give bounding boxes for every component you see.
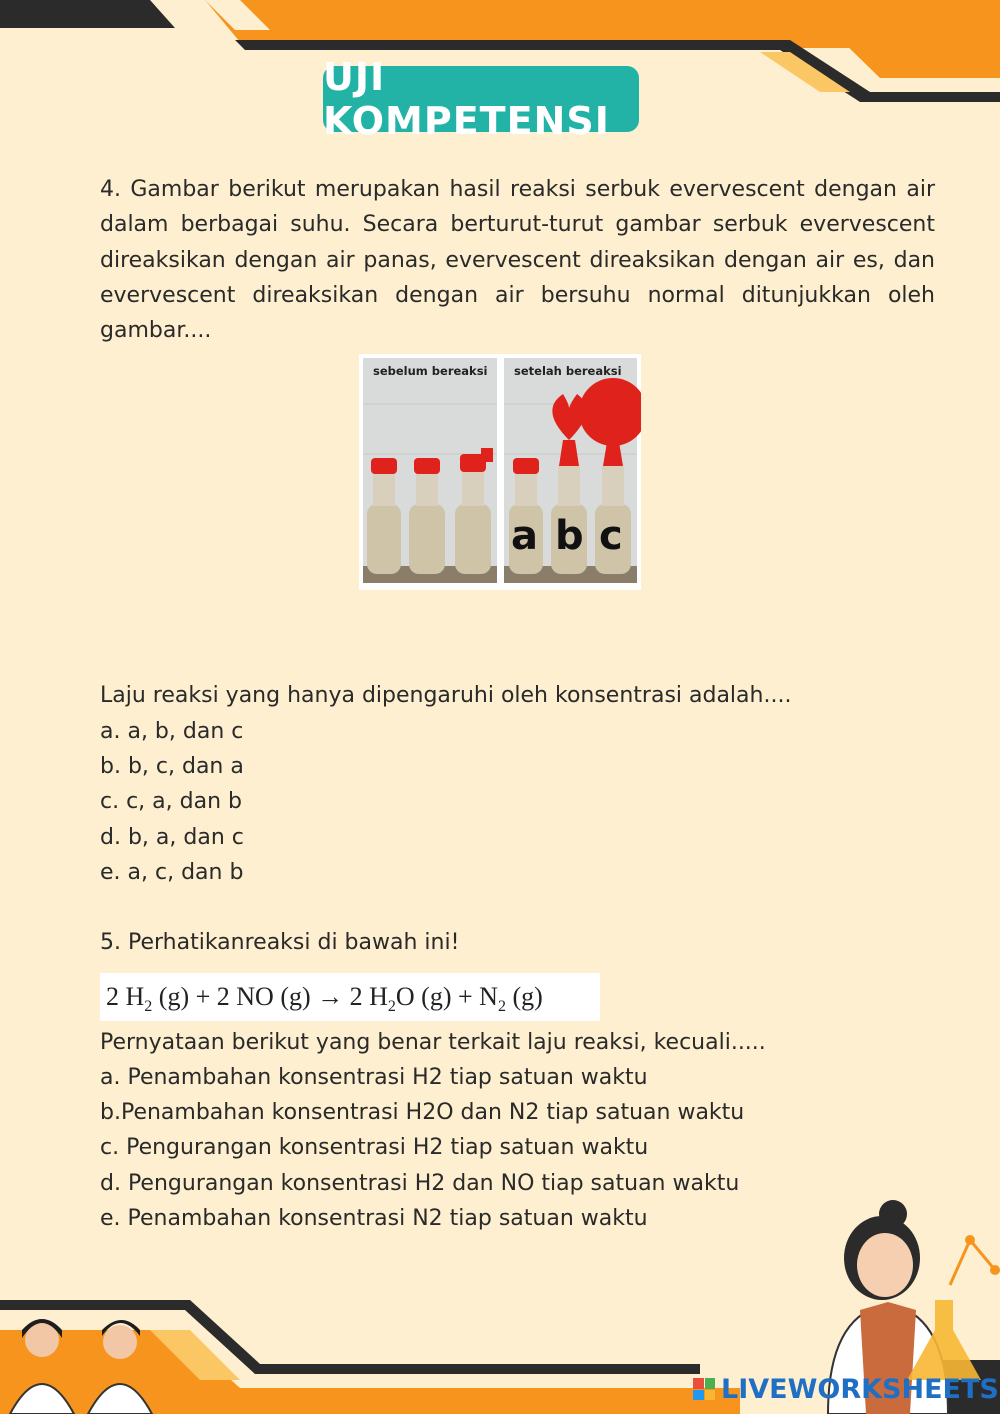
page-title: UJI KOMPETENSI (323, 66, 639, 132)
bottle-label-a: a (511, 513, 538, 560)
liveworksheets-brand (693, 1372, 999, 1406)
question-5-option-c[interactable]: c. Pengurangan konsentrasi H2 tiap satuan waktu (100, 1135, 649, 1161)
question-4-option-c[interactable]: c. c, a, dan b (100, 789, 242, 815)
brand-text: LIVEWORKSHEETS (721, 1373, 999, 1405)
question-4-option-a[interactable]: a. a, b, dan c (100, 718, 244, 744)
question-5-option-d[interactable]: d. Pengurangan konsentrasi H2 dan NO tiap satuan waktu (100, 1170, 740, 1196)
question-5-option-a[interactable]: a. Penambahan konsentrasi H2 tiap satuan waktu (100, 1064, 648, 1090)
effervescent-bottles-photo (359, 354, 641, 590)
worksheet-content (100, 172, 935, 1236)
question-4-option-b[interactable]: b. b, c, dan a (100, 754, 244, 780)
question-4-option-e[interactable]: e. a, c, dan b (100, 859, 244, 885)
reaction-equation: 2 $H_2$ (g) + 2 NO (g) → 2 $H_2O$ $(g) + N_2$ (g) (100, 973, 600, 1021)
caption-before: sebelum bereaksi (373, 364, 488, 379)
question-5-prompt: Pernyataan berikut yang benar terkait laju reaksi, kecuali..... (100, 1029, 766, 1055)
liveworksheets-logo-icon (693, 1378, 715, 1400)
question-5-text: 5. Perhatikanreaksi di bawah ini! (100, 930, 460, 956)
question-4-prompt: Laju reaksi yang hanya dipengaruhi oleh konsentrasi adalah.... (100, 683, 792, 709)
question-5-option-b[interactable]: b.Penambahan konsentrasi H2O dan N2 tiap satuan waktu (100, 1100, 745, 1126)
question-4-text: 4. Gambar berikut merupakan hasil reaksi serbuk evervescent dengan air dalam berbagai suhu. Secara berturut-turut gambar serbuk evervescent direaksikan dengan air panas, evervescent direaksikan dengan air es, dan evervescent direaksikan dengan air bersuhu normal ditunjukkan oleh gambar.... (100, 177, 935, 344)
caption-after: setelah bereaksi (514, 364, 622, 379)
question-5-option-e[interactable]: e. Penambahan konsentrasi N2 tiap satuan waktu (100, 1206, 648, 1232)
bottle-label-c: c (599, 513, 623, 560)
bottle-label-b: b (555, 513, 584, 560)
question-4-option-d[interactable]: d. b, a, dan c (100, 824, 244, 850)
